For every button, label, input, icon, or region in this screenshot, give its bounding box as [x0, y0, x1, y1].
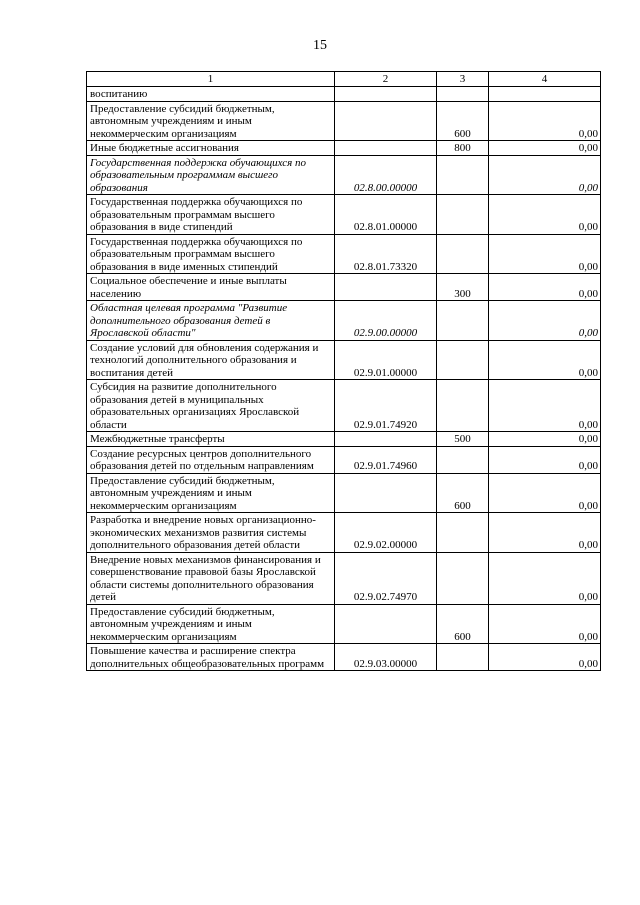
- row-name-cell: Создание ресурсных центров дополнительного образования детей по отдельным направлениям: [87, 446, 335, 473]
- row-expense-type-cell: 800: [437, 141, 489, 156]
- row-sum-cell: 0,00: [489, 274, 601, 301]
- row-expense-type-cell: 500: [437, 432, 489, 447]
- row-code-cell: 02.9.01.74960: [335, 446, 437, 473]
- row-code-cell: [335, 141, 437, 156]
- row-expense-type-cell: 300: [437, 274, 489, 301]
- row-expense-type-cell: 600: [437, 604, 489, 644]
- table-row: [87, 87, 601, 102]
- row-name-cell: воспитанию: [87, 87, 335, 102]
- row-name-cell: Предоставление субсидий бюджетным, автономным учреждениям и иным некоммерческим организациям: [87, 473, 335, 513]
- table-row: [87, 644, 601, 671]
- row-name-cell: Государственная поддержка обучающихся по образовательным программам высшего образования в виде именных стипендий: [87, 234, 335, 274]
- row-code-cell: 02.8.00.00000: [335, 155, 437, 195]
- row-name-cell: Предоставление субсидий бюджетным, автономным учреждениям и иным некоммерческим организациям: [87, 101, 335, 141]
- row-expense-type-cell: [437, 380, 489, 432]
- row-sum-cell: 0,00: [489, 155, 601, 195]
- row-sum-cell: 0,00: [489, 301, 601, 341]
- row-code-cell: 02.9.01.00000: [335, 340, 437, 380]
- header-col-3: 3: [437, 72, 489, 87]
- table-row: [87, 604, 601, 644]
- table-row: [87, 446, 601, 473]
- budget-table: [86, 71, 601, 671]
- row-expense-type-cell: 600: [437, 101, 489, 141]
- table-row: [87, 380, 601, 432]
- row-sum-cell: 0,00: [489, 195, 601, 235]
- row-name-cell: Предоставление субсидий бюджетным, автономным учреждениям и иным некоммерческим организациям: [87, 604, 335, 644]
- row-expense-type-cell: [437, 234, 489, 274]
- row-code-cell: 02.9.00.00000: [335, 301, 437, 341]
- row-code-cell: 02.8.01.00000: [335, 195, 437, 235]
- row-name-cell: Создание условий для обновления содержания и технологий дополнительного образования и воспитания детей: [87, 340, 335, 380]
- table-row: [87, 274, 601, 301]
- header-col-1: 1: [87, 72, 335, 87]
- table-body: [87, 87, 601, 671]
- table-row: [87, 195, 601, 235]
- row-name-cell: Социальное обеспечение и иные выплаты населению: [87, 274, 335, 301]
- row-expense-type-cell: [437, 513, 489, 553]
- row-code-cell: 02.9.03.00000: [335, 644, 437, 671]
- row-expense-type-cell: [437, 340, 489, 380]
- row-expense-type-cell: [437, 301, 489, 341]
- row-sum-cell: [489, 87, 601, 102]
- table-row: [87, 101, 601, 141]
- table-row: [87, 301, 601, 341]
- table-row: [87, 340, 601, 380]
- row-expense-type-cell: [437, 155, 489, 195]
- row-sum-cell: 0,00: [489, 380, 601, 432]
- header-col-4: 4: [489, 72, 601, 87]
- row-code-cell: [335, 432, 437, 447]
- row-name-cell: Разработка и внедрение новых организационно-экономических механизмов развития системы дополнительного образования детей области: [87, 513, 335, 553]
- row-sum-cell: 0,00: [489, 473, 601, 513]
- row-code-cell: 02.9.02.74970: [335, 552, 437, 604]
- table-row: [87, 513, 601, 553]
- table-row: [87, 552, 601, 604]
- row-sum-cell: 0,00: [489, 604, 601, 644]
- row-name-cell: Внедрение новых механизмов финансирования и совершенствование правовой базы Ярославской области системы дополнительного образования детей: [87, 552, 335, 604]
- page-number: 15: [313, 38, 327, 53]
- row-sum-cell: 0,00: [489, 101, 601, 141]
- row-sum-cell: 0,00: [489, 432, 601, 447]
- row-expense-type-cell: [437, 552, 489, 604]
- row-sum-cell: 0,00: [489, 446, 601, 473]
- row-code-cell: [335, 473, 437, 513]
- row-sum-cell: 0,00: [489, 234, 601, 274]
- row-sum-cell: 0,00: [489, 644, 601, 671]
- table-header-row: [87, 72, 601, 87]
- row-code-cell: 02.9.02.00000: [335, 513, 437, 553]
- row-expense-type-cell: [437, 195, 489, 235]
- row-name-cell: Иные бюджетные ассигнования: [87, 141, 335, 156]
- row-expense-type-cell: [437, 87, 489, 102]
- row-code-cell: [335, 87, 437, 102]
- row-code-cell: [335, 101, 437, 141]
- row-name-cell: Субсидия на развитие дополнительного образования детей в муниципальных образовательных организациях Ярославской области: [87, 380, 335, 432]
- row-sum-cell: 0,00: [489, 513, 601, 553]
- header-col-2: 2: [335, 72, 437, 87]
- row-code-cell: 02.8.01.73320: [335, 234, 437, 274]
- row-code-cell: [335, 604, 437, 644]
- row-expense-type-cell: 600: [437, 473, 489, 513]
- row-code-cell: [335, 274, 437, 301]
- row-name-cell: Межбюджетные трансферты: [87, 432, 335, 447]
- table-row: [87, 155, 601, 195]
- row-code-cell: 02.9.01.74920: [335, 380, 437, 432]
- row-name-cell: Повышение качества и расширение спектра дополнительных общеобразовательных программ: [87, 644, 335, 671]
- row-sum-cell: 0,00: [489, 141, 601, 156]
- table-row: [87, 234, 601, 274]
- table-row: [87, 473, 601, 513]
- row-name-cell: Государственная поддержка обучающихся по образовательным программам высшего образования: [87, 155, 335, 195]
- row-name-cell: Государственная поддержка обучающихся по образовательным программам высшего образования в виде стипендий: [87, 195, 335, 235]
- row-sum-cell: 0,00: [489, 552, 601, 604]
- row-sum-cell: 0,00: [489, 340, 601, 380]
- row-expense-type-cell: [437, 446, 489, 473]
- table-row: [87, 141, 601, 156]
- row-expense-type-cell: [437, 644, 489, 671]
- row-name-cell: Областная целевая программа "Развитие дополнительного образования детей в Ярославской области": [87, 301, 335, 341]
- table-row: [87, 432, 601, 447]
